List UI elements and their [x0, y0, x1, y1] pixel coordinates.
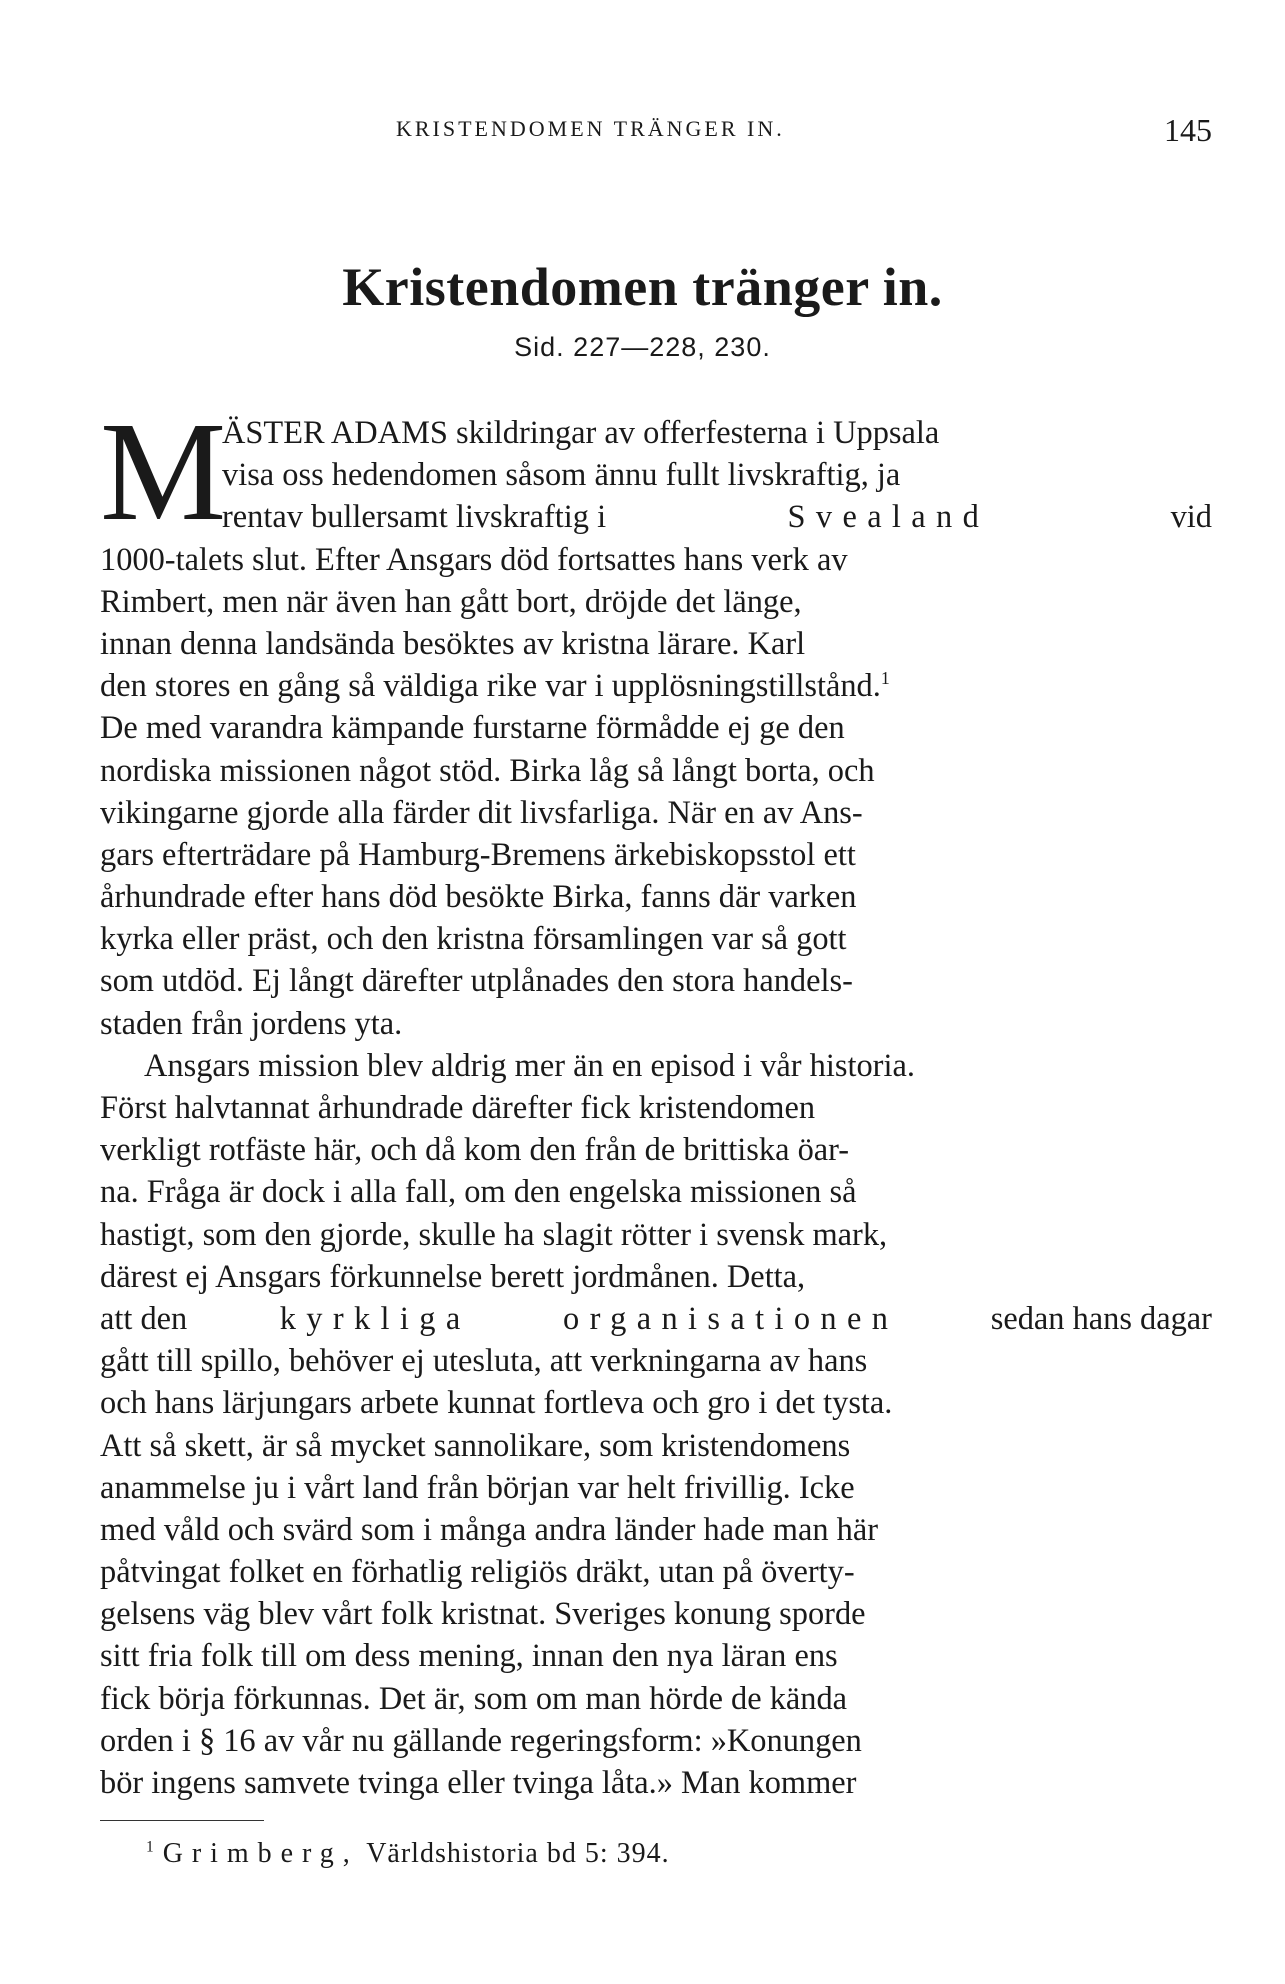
line-text: Först halvtannat århundrade därefter fick kristendomen — [100, 1090, 816, 1126]
text-line — [100, 581, 1212, 623]
text-line — [100, 918, 1212, 960]
text-line — [100, 1087, 1212, 1129]
text-line — [100, 1593, 1212, 1635]
text-line — [100, 1003, 1212, 1045]
spaced-word: kyrkliga — [279, 1300, 471, 1337]
page-number: 145 — [1164, 112, 1212, 148]
footnote-marker: 1 — [146, 1838, 155, 1856]
text-line — [100, 1382, 1212, 1424]
line-text: sitt fria folk till om dess mening, innan den nya läran ens — [100, 1638, 838, 1675]
text-line — [100, 665, 1212, 707]
line-text: århundrade efter hans död besökte Birka, fanns där varken — [100, 879, 857, 916]
line-text: gelsens väg blev vårt folk kristnat. Sveriges konung sporde — [100, 1596, 866, 1633]
line-text: därest ej Ansgars förkunnelse berett jordmånen. Detta, — [100, 1258, 806, 1295]
line-text: nordiska missionen något stöd. Birka låg så långt borta, och — [100, 752, 875, 789]
text-line — [100, 539, 1212, 581]
drop-cap: M — [100, 392, 227, 550]
line-text: visa oss hedendomen såsom ännu fullt livskraftig, ja — [222, 457, 901, 494]
line-text: Ansgars mission blev aldrig mer än en episod i vår historia. — [144, 1047, 915, 1084]
footnote-work: Världshistoria bd 5: 394. — [366, 1838, 670, 1869]
line-text: na. Fråga är dock i alla fall, om den engelska missionen så — [100, 1174, 857, 1211]
text-line — [100, 1129, 1212, 1171]
footnote-author: Grimberg, — [162, 1838, 359, 1869]
line-text: gått till spillo, behöver ej utesluta, att verkningarna av hans — [100, 1343, 868, 1380]
text-line — [100, 1340, 1212, 1382]
line-text: sedan hans dagar — [990, 1300, 1212, 1337]
text-line — [100, 1045, 1212, 1087]
line-text: påtvingat folket en förhatlig religiös dräkt, utan på överty- — [100, 1554, 855, 1591]
line-text: innan denna landsända besöktes av kristna lärare. Karl — [100, 625, 806, 662]
text-line — [100, 1171, 1212, 1213]
line-text: kyrka eller präst, och den kristna församlingen var så gott — [100, 921, 847, 958]
line-text: som utdöd. Ej långt därefter utplånades den stora handels- — [100, 963, 853, 1000]
text-line — [100, 1509, 1212, 1551]
spaced-word: organisationen — [563, 1300, 899, 1337]
line-text: ÄSTER ADAMS skildringar av offerfesterna i Uppsala — [222, 415, 940, 451]
line-text: staden från jordens yta. — [100, 1005, 403, 1042]
line-text: med våld och svärd som i många andra länder hade man här — [100, 1511, 878, 1548]
text-line — [100, 412, 1212, 454]
chapter-title: Kristendomen tränger in. — [342, 257, 943, 317]
text-line — [100, 1214, 1212, 1256]
text-line — [100, 1678, 1212, 1720]
line-text: Rimbert, men när även han gått bort, dröjde det länge, — [100, 583, 802, 620]
text-line — [100, 834, 1212, 876]
line-text: hastigt, som den gjorde, skulle ha slagit rötter i svensk mark, — [100, 1216, 888, 1253]
body-text — [100, 412, 1212, 1804]
text-line — [100, 496, 1212, 538]
text-line — [100, 750, 1212, 792]
text-line — [100, 1298, 1212, 1340]
line-text: anammelse ju i vårt land från början var helt frivillig. Icke — [100, 1469, 855, 1506]
line-text: vid — [1170, 499, 1212, 536]
text-line — [100, 454, 1212, 496]
line-text: 1000-talets slut. Efter Ansgars död fortsattes hans verk av — [100, 541, 848, 578]
text-line — [100, 1635, 1212, 1677]
footnote — [146, 1838, 670, 1870]
text-line — [100, 1551, 1212, 1593]
spaced-word: Svealand — [787, 499, 990, 536]
line-text: bör ingens samvete tvinga eller tvinga låta.» Man kommer — [100, 1765, 857, 1801]
line-text: De med varandra kämpande furstarne förmådde ej ge den — [100, 710, 845, 747]
line-text: gars efterträdare på Hamburg-Bremens ärkebiskopsstol ett — [100, 836, 856, 873]
text-line — [100, 1425, 1212, 1467]
line-text: att den — [100, 1300, 188, 1337]
text-line — [100, 1467, 1212, 1509]
text-line — [100, 960, 1212, 1002]
line-text: Att så skett, är så mycket sannolikare, som kristendomens — [100, 1427, 851, 1464]
running-title: KRISTENDOMEN TRÄNGER IN. — [396, 116, 785, 141]
page-reference: Sid. 227—228, 230. — [514, 332, 771, 362]
text-line — [100, 707, 1212, 749]
line-text: orden i § 16 av vår nu gällande regeringsform: »Konungen — [100, 1722, 862, 1759]
text-line — [100, 876, 1212, 918]
line-text: verkligt rotfäste här, och då kom den från de brittiska öar- — [100, 1132, 850, 1169]
text-line — [100, 1762, 1212, 1804]
text-line — [100, 792, 1212, 834]
line-text: och hans lärjungars arbete kunnat fortleva och gro i det tysta. — [100, 1385, 893, 1422]
text-line — [100, 1720, 1212, 1762]
running-head — [100, 112, 1212, 152]
line-text: rentav bullersamt livskraftig i — [222, 499, 607, 536]
line-text: den stores en gång så väldiga rike var i upplösningstillstånd. — [100, 668, 881, 705]
line-text: vikingarne gjorde alla färder dit livsfarliga. När en av Ans- — [100, 794, 863, 831]
text-line — [100, 623, 1212, 665]
line-text: fick börja förkunnas. Det är, som om man hörde de kända — [100, 1680, 848, 1717]
line-text-with-note — [100, 665, 890, 707]
footnote-rule — [100, 1820, 264, 1821]
footnote-reference: 1 — [880, 668, 890, 689]
text-line — [100, 1256, 1212, 1298]
